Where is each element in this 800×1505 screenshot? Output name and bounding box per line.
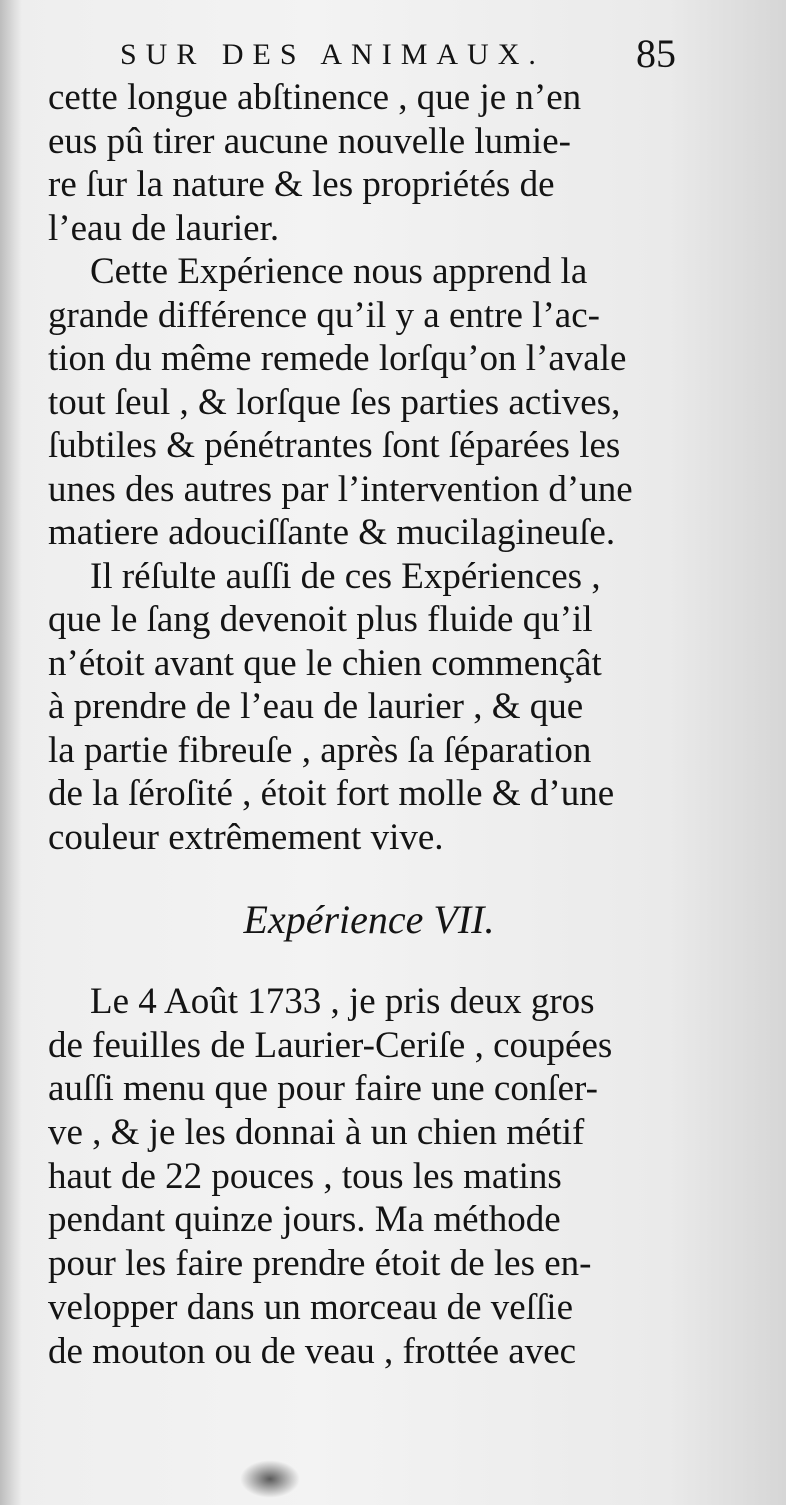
text-line: que le ſang devenoit plus fluide qu’il — [48, 599, 593, 640]
text-line: tion du même remede lorſqu’on l’avale — [48, 338, 627, 379]
section-heading: Expérience VII. — [243, 897, 495, 942]
text-line: de la ſéroſité , étoit fort molle & d’une — [48, 773, 615, 814]
text-line: Le 4 Août 1733 , je pris deux gros — [90, 981, 595, 1022]
paragraph — [48, 250, 690, 555]
text-line: n’étoit avant que le chien commençât — [48, 642, 602, 684]
text-line: à prendre de l’eau de laurier , & que — [48, 686, 584, 727]
text-line: auſſi menu que pour faire une conſer- — [48, 1068, 598, 1110]
text-line: matiere adouciſſante & mucilagineuſe. — [48, 512, 616, 553]
text-line: grande différence qu’il y a entre l’ac- — [48, 294, 600, 336]
text-line: velopper dans un morceau de veſſie — [48, 1286, 573, 1328]
text-line: eus pû tirer aucune nouvelle lumie- — [48, 120, 571, 162]
running-header: SUR DES ANIMAUX. — [120, 38, 545, 71]
text-line: de mouton ou de veau , frottée avec — [48, 1330, 577, 1372]
text-line: pendant quinze jours. Ma méthode — [48, 1199, 561, 1241]
text-line: cette longue abſtinence , que je n’en — [48, 77, 582, 118]
text-line: ve , & je les donnai à un chien métif — [48, 1112, 585, 1154]
text-line: de feuilles de Laurier-Ceriſe , coupées — [48, 1024, 613, 1066]
text-line: haut de 22 pouces , tous les matins — [48, 1155, 562, 1197]
text-line: couleur extrêmement vive. — [48, 816, 444, 858]
page-number: 85 — [636, 31, 676, 76]
ink-smudge — [240, 1460, 300, 1498]
text-line: la partie fibreuſe , après ſa ſéparation — [48, 729, 592, 771]
text-line: re ſur la nature & les propriétés de — [48, 164, 555, 205]
text-line: unes des autres par l’intervention d’une — [48, 468, 633, 510]
page-gutter-shadow — [0, 0, 22, 1505]
paragraph — [48, 980, 690, 1373]
text-line: ſubtiles & pénétrantes ſont ſéparées les — [48, 425, 621, 466]
page-body-continued — [48, 980, 690, 1373]
text-line: Cette Expérience nous apprend la — [90, 251, 588, 292]
paragraph — [48, 555, 690, 860]
text-line: Il réſulte auſſi de ces Expériences , — [90, 555, 601, 597]
paragraph-continuation — [48, 76, 690, 250]
text-line: l’eau de laurier. — [48, 207, 280, 249]
text-line: tout ſeul , & lorſque ſes parties actives, — [48, 381, 621, 423]
page-body — [48, 76, 690, 859]
text-line: pour les faire prendre étoit de les en- — [48, 1243, 592, 1285]
